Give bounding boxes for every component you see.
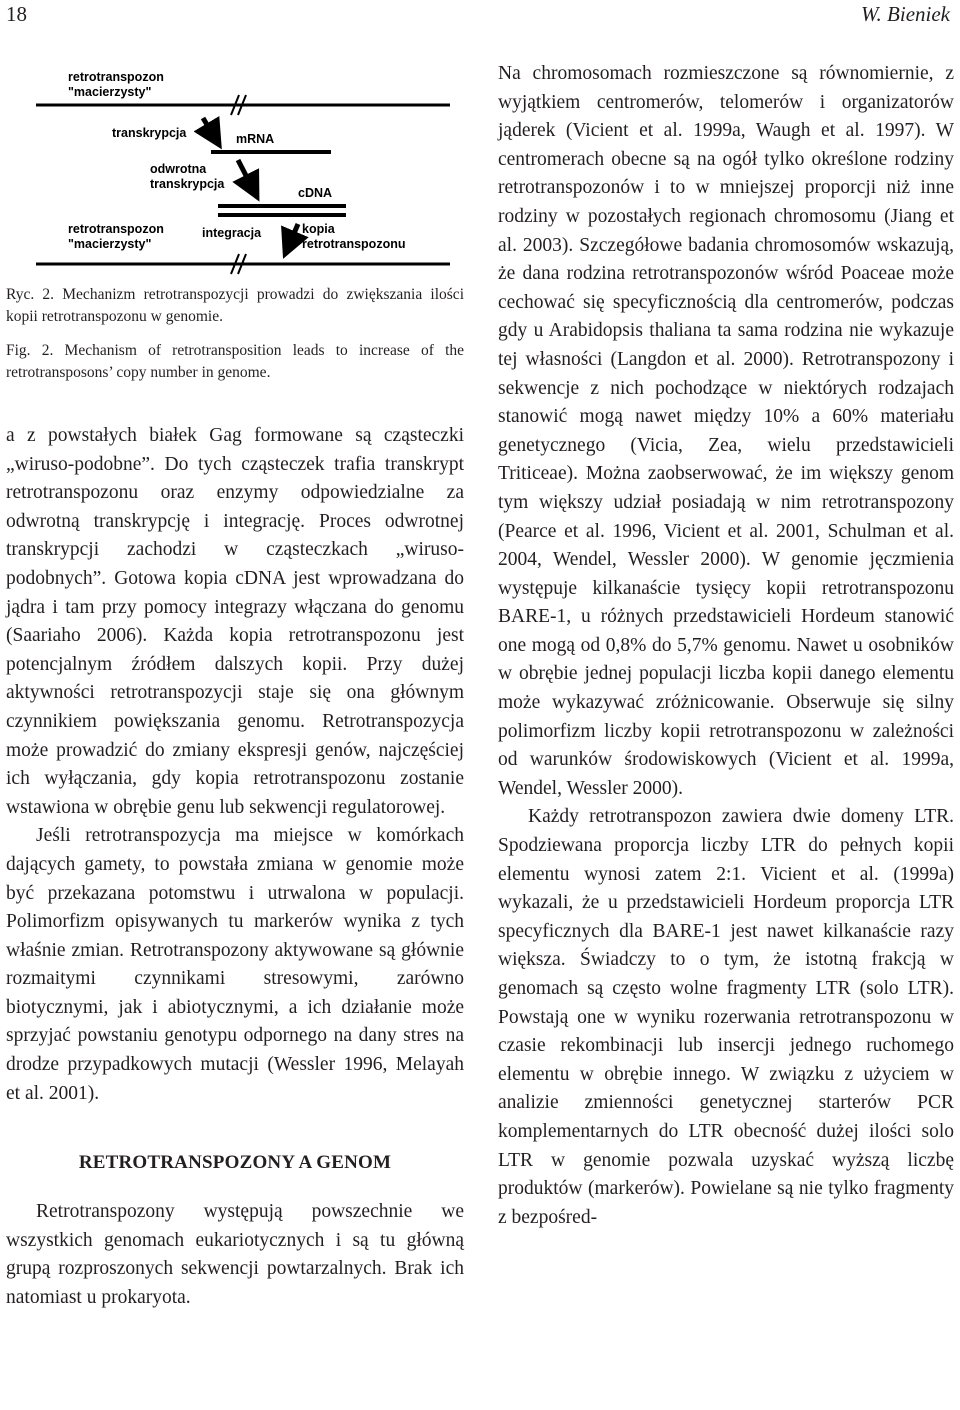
body-paragraph: Każdy retrotranspozon zawiera dwie domeny LTR. Spodziewana proporcja liczby LTR do pełnych kopii elementu wynosi zatem 2:1. Vicient et al. (1999a) wykazali, że u przedstawicieli Hordeum proporcja LTR specyficznych dla BARE-1 jest nawet kilkanaście razy większa. Świadczy to o tym, że istotną frakcją w genomach są często wolne fragmenty LTR (solo LTR). Powstają one w wyniku rozerwania retrotranspozonu w czasie rekombinacji lub insercji jednego ruchomego elementu w obrębie innego. W związku z użyciem w analizie zmienności genetycznej starterów PCR komplementarnych do LTR obecność dużej ilości solo LTR w genomie pozwala uzyskać wyższą liczbę produktów (markerów). Powielane są nie tylko fragmenty z bezpośred- — [498, 806, 954, 1228]
label-odwrotna-transkrypcja: odwrotna transkrypcja — [150, 162, 225, 191]
body-paragraph: Retrotranspozony występują powszechnie we wszystkich genomach eukariotycznych i są tu główną grupą rozproszonych sekwencji powtarzalnych. Brak ich natomiast u prokaryota. — [6, 1201, 464, 1309]
running-head: W. Bieniek — [860, 2, 950, 26]
arrow-integracja — [286, 224, 298, 252]
body-paragraph: Jeśli retrotranspozycja ma miejsce w komórkach dających gamety, to powstała zmiana w genomie może być przekazana potomstwu i utrwalona w populacji. Polimorfizm opisywanych tu markerów wynika z tych właśnie zmian. Retrotranspozony aktywowane są głównie rozmaitymi czynnikami stresowymi, zarówno biotycznymi, jak i abiotycznymi, a ich działanie może sprzyjać powstaniu genotypu odpornego na dany stres na drodze przypadkowych mutacji (Wessler 1996, Melayah et al. 2001). — [6, 825, 464, 1104]
figure-caption-english: Fig. 2. Mechanism of retrotransposition leads to increase of the retrotransposons’ copy number in genome. — [6, 342, 464, 381]
figure-retrotransposition — [6, 60, 464, 282]
arrow-transkrypcja — [203, 118, 218, 143]
label-integracja: integracja — [202, 226, 262, 240]
body-paragraph: a z powstałych białek Gag formowane są cząsteczki „wiruso-podobne”. Do tych cząsteczek trafia transkrypt retrotranspozonu oraz enzymy odpowiedzialne za odwrotną transkrypcję i integrację. Proces odwrotnej transkrypcji zachodzi w cząsteczkach „wiruso-podobnych”. Gotowa kopia cDNA jest wprowadzana do jądra i tam przy pomocy integrazy włączana do genomu (Saariaho 2006). Każda kopia retrotranspozonu jest potencjalnym źródłem dalszych kopii. Przy dużej aktywności retrotranspozycji staje się ona głównym czynnikiem powiększania genomu. Retrotranspozycja może prowadzić do zmiany ekspresji genów, najczęściej ich wyłączania, gdy kopia retrotranspozonu zostanie wstawiona w obrębie genu lub sekwencji regulatorowej. — [6, 425, 464, 818]
right-column — [498, 60, 954, 1232]
label-cdna: cDNA — [298, 186, 333, 200]
body-paragraph: Na chromosomach rozmieszczone są równomiernie, z wyjątkiem centromerów, telomerów i organizatorów jąderek (Vicient et al. 1999a, Waugh et al. 1997). W centromerach obecne są na ogół tylko określone rodziny retrotranspozonów i to w mniejszej proporcji niż inne rodziny w pozostałych regionach chromosomu (Jiang et al. 2003). Szczegółowe badania chromosomów wskazują, że dana rodzina retrotranspozonów wśród Poaceae może cechować się specyficznością dla centromerów, podczas gdy u Arabidopsis thaliana ta sama rodzina nie wykazuje tej własności (Langdon et al. 2000). Retrotranspozony i sekwencje z nich pochodzące w niektórych rodzajach stanowić mogą nawet między 10% a 60% materiału genetycznego (Vicia, Zea, wielu przedstawicieli Triticeae). Można zaobserwować, że im większy genom tym większy udział posiadają w nim retrotranspozony (Pearce et al. 1996, Vicient et al. 2001, Schulman et al. 2004, Wendel, Wessler 2000). W genomie jęczmienia występuje kilkanaście tysięcy kopii retrotranspozonu BARE-1, u różnych przedstawicieli Hordeum stanowić one mogą od 0,8% do 5,7% genomu. Nawet u osobników w obrębie jednej populacji liczba kopii danego elementu może wykazywać zróżnicowanie. Obserwuje się silny polimorfizm liczby kopii retrotranspozonu w zależności od warunków środowiskowych (Vicient et al. 1999a, Wendel, Wessler 2000). — [498, 63, 954, 799]
figure-caption-polish: Ryc. 2. Mechanizm retrotranspozycji prowadzi do zwiększania ilości kopii retrotranspozonu w genomie. — [6, 286, 464, 325]
label-retrotransposon-parent-top: retrotranspozon "macierzysty" — [68, 70, 164, 99]
page-number: 18 — [6, 2, 27, 26]
label-transkrypcja: transkrypcja — [112, 126, 187, 140]
label-retrotransposon-parent-bottom: retrotranspozon "macierzysty" — [68, 222, 164, 251]
left-column — [6, 60, 464, 1313]
label-kopia-retrotranspozonu: kopia retrotranspozonu — [302, 222, 406, 251]
section-heading: RETROTRANSPOZONY A GENOM — [78, 1152, 392, 1174]
label-mrna: mRNA — [236, 132, 275, 146]
arrow-odwrotna-transkrypcja — [238, 160, 256, 195]
